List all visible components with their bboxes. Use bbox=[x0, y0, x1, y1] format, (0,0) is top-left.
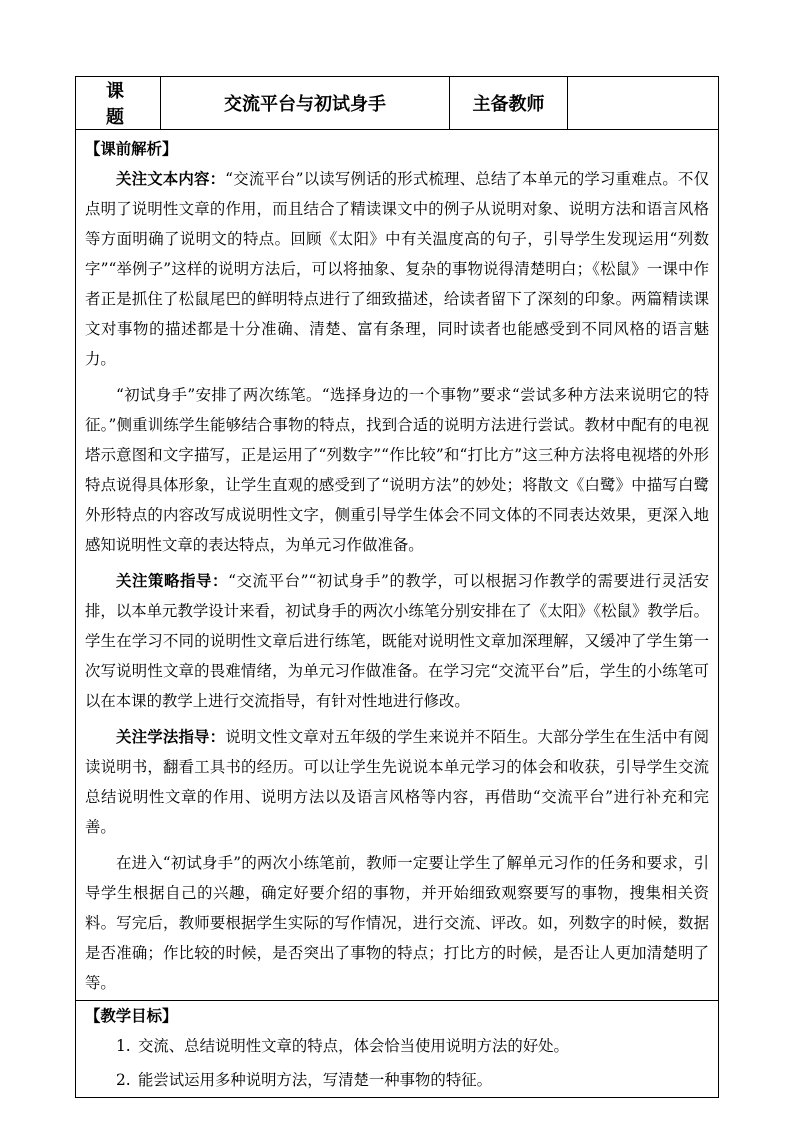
paragraph-body-method: 说明文性文章对五年级的学生来说并不陌生。大部分学生在生活中有阅读说明书，翻看工具书的经历。可以让学生先说说本单元学习的体会和收获，引导学生交流总结说明性文章的作用、说明方法以及语言风格等内容，再借助“交流平台”进行补充和完善。 bbox=[85, 728, 709, 836]
analysis-paragraph-writing: 在进入“初试身手”的两次小练笔前，教师一定要让学生了解单元习作的任务和要求，引导学生根据自己的兴趣，确定好要介绍的事物，并开始细致观察要写的事物，搜集相关资料。写完后，教师要根据学生实际的写作情况，进行交流、评改。如，列数字的时候，数据是否准确；作比较的时候，是否突出了事物的特点；打比方的时候，是否让人更加清楚明了等。 bbox=[85, 854, 709, 992]
goal-number: 1. bbox=[116, 1037, 131, 1055]
paragraph-lead-content: 关注文本内容： bbox=[116, 170, 226, 188]
lesson-plan-document bbox=[75, 76, 719, 1098]
goal-item bbox=[85, 1065, 709, 1095]
goals-cell bbox=[76, 1001, 719, 1098]
analysis-row bbox=[76, 130, 719, 1001]
analysis-paragraph-content bbox=[85, 164, 709, 374]
paragraph-lead-method: 关注学法指导： bbox=[116, 728, 226, 746]
goals-row bbox=[76, 1001, 719, 1098]
goal-number: 2. bbox=[116, 1071, 131, 1089]
teacher-value-cell bbox=[568, 77, 719, 130]
goal-text: 能尝试运用多种说明方法，写清楚一种事物的特征。 bbox=[138, 1071, 492, 1089]
header-row bbox=[76, 77, 719, 130]
goal-item bbox=[85, 1031, 709, 1061]
analysis-paragraph-strategy bbox=[85, 566, 709, 716]
goal-text: 交流、总结说明性文章的特点，体会恰当使用说明方法的好处。 bbox=[138, 1037, 569, 1055]
lesson-plan-table bbox=[75, 76, 719, 1098]
analysis-cell bbox=[76, 130, 719, 1001]
paragraph-lead-strategy: 关注策略指导： bbox=[116, 572, 229, 590]
analysis-section-title: 【课前解析】 bbox=[85, 140, 178, 158]
topic-label: 课题 bbox=[76, 77, 161, 130]
goals-section-title: 【教学目标】 bbox=[85, 1007, 178, 1025]
paragraph-body-content: “交流平台”以读写例话的形式梳理、总结了本单元的学习重难点。不仅点明了说明性文章的作用，而且结合了精读课文中的例子从说明对象、说明方法和语言风格等方面明确了说明文的特点。回顾《太阳》中有关温度高的句子，引导学生发现运用“列数字”“举例子”这样的说明方法后，可以将抽象、复杂的事物说得清楚明白；《松鼠》一课中作者正是抓住了松鼠尾巴的鲜明特点进行了细致描述，给读者留下了深刻的印象。两篇精读课文对事物的描述都是十分准确、清楚、富有条理，同时读者也能感受到不同风格的语言魅力。 bbox=[85, 170, 709, 368]
lesson-title: 交流平台与初试身手 bbox=[161, 77, 450, 130]
teacher-label: 主备教师 bbox=[450, 77, 568, 130]
analysis-paragraph-method bbox=[85, 722, 709, 842]
paragraph-body-strategy: “交流平台”“初试身手”的教学，可以根据习作教学的需要进行灵活安排，以本单元教学设计来看，初试身手的两次小练笔分别安排在了《太阳》《松鼠》教学后。学生在学习不同的说明性文章后进行练笔，既能对说明性文章加深理解，又缓冲了学生第一次写说明性文章的畏难情绪，为单元习作做准备。在学习完“交流平台”后，学生的小练笔可以在本课的教学上进行交流指导，有针对性地进行修改。 bbox=[85, 572, 709, 710]
analysis-paragraph-practice: “初试身手”安排了两次练笔。“选择身边的一个事物”要求“尝试多种方法来说明它的特征。”侧重训练学生能够结合事物的特点，找到合适的说明方法进行尝试。教材中配有的电视塔示意图和文字描写，正是运用了“列数字”“作比较”和“打比方”这三种方法将电视塔的外形特点说得具体形象，让学生直观的感受到了“说明方法”的妙处；将散文《白鹭》中描写白鹭外形特点的内容改写成说明性文字，侧重引导学生体会不同文体的不同表达效果，更深入地感知说明性文章的表达特点，为单元习作做准备。 bbox=[85, 386, 709, 554]
